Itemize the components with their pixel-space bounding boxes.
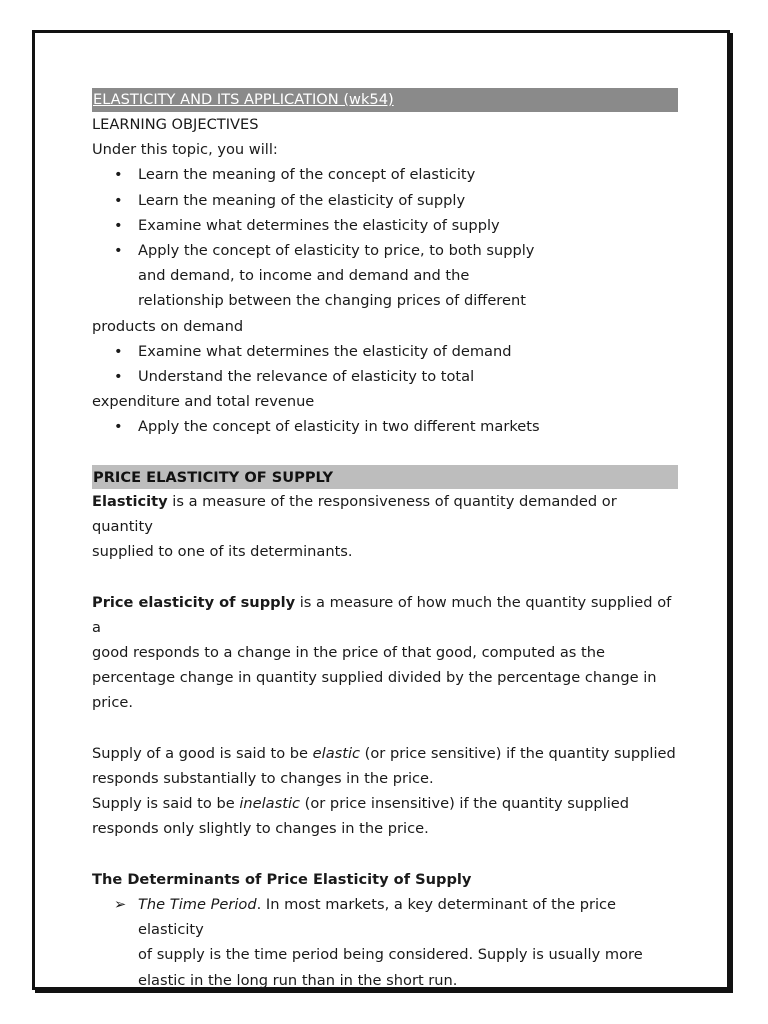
bullet-icon: •: [114, 166, 123, 184]
determinants-heading: The Determinants of Price Elasticity of Supply: [92, 870, 472, 888]
paragraph-elastic: Supply of a good is said to be elastic (or price sensitive) if the quantity supplied: [92, 744, 676, 762]
paragraph-line: good responds to a change in the price of that good, computed as the: [92, 644, 606, 662]
paragraph-line: price.: [92, 694, 133, 712]
objectives-list-3: [92, 414, 678, 439]
list-item: • Learn the meaning of the elasticity of supply: [92, 188, 678, 213]
intro-text: Under this topic, you will:: [92, 141, 278, 159]
arrow-bullet-icon: ➢: [114, 896, 127, 914]
paragraph-line: of supply is the time period being considered. Supply is usually more: [138, 946, 643, 964]
list-item: • Examine what determines the elasticity of demand: [92, 339, 678, 364]
bullet-icon: •: [114, 216, 123, 234]
determinant-item: ➢ The Time Period. In most markets, a key determinant of the price elasticity of supply is the time period being considered. Supply is usually more elastic in the long run than in the short run.: [92, 892, 678, 993]
paragraph-inelastic: Supply is said to be inelastic (or price insensitive) if the quantity supplied: [92, 795, 630, 813]
paragraph-line: responds only slightly to changes in the price.: [92, 820, 429, 838]
bullet-icon: •: [114, 368, 123, 386]
learning-objectives-heading: LEARNING OBJECTIVES: [92, 116, 259, 133]
document-body: [92, 88, 678, 993]
paragraph-line: elastic in the long run than in the short run.: [138, 971, 458, 989]
list-item: • Apply the concept of elasticity to price, to both supply: [92, 238, 678, 263]
paragraph-elasticity: Elasticity is a measure of the responsiveness of quantity demanded or quantity: [92, 492, 617, 536]
list-item: • Apply the concept of elasticity in two different markets: [92, 414, 678, 439]
objectives-list: [92, 162, 678, 263]
list-item: • Learn the meaning of the concept of elasticity: [92, 162, 678, 187]
paragraph-line: percentage change in quantity supplied divided by the percentage change in: [92, 669, 657, 687]
objectives-list-2: [92, 339, 678, 389]
paragraph-price-elasticity: Price elasticity of supply is a measure of how much the quantity supplied of a: [92, 593, 672, 636]
bullet-icon: •: [114, 242, 123, 260]
objective-continuation: relationship between the changing prices of different: [138, 292, 526, 310]
objective-continuation: products on demand: [92, 317, 244, 335]
list-item: • Understand the relevance of elasticity to total: [92, 364, 678, 389]
bullet-icon: •: [114, 418, 123, 436]
list-item: • Examine what determines the elasticity of supply: [92, 213, 678, 238]
document-title: ELASTICITY AND ITS APPLICATION (wk54): [92, 88, 678, 112]
bullet-icon: •: [114, 342, 123, 360]
objective-continuation: and demand, to income and demand and the: [138, 267, 470, 285]
paragraph-line: supplied to one of its determinants.: [92, 543, 353, 561]
section-heading: PRICE ELASTICITY OF SUPPLY: [92, 465, 678, 489]
objective-continuation: expenditure and total revenue: [92, 393, 315, 411]
bullet-icon: •: [114, 191, 123, 209]
paragraph-line: responds substantially to changes in the price.: [92, 770, 434, 788]
